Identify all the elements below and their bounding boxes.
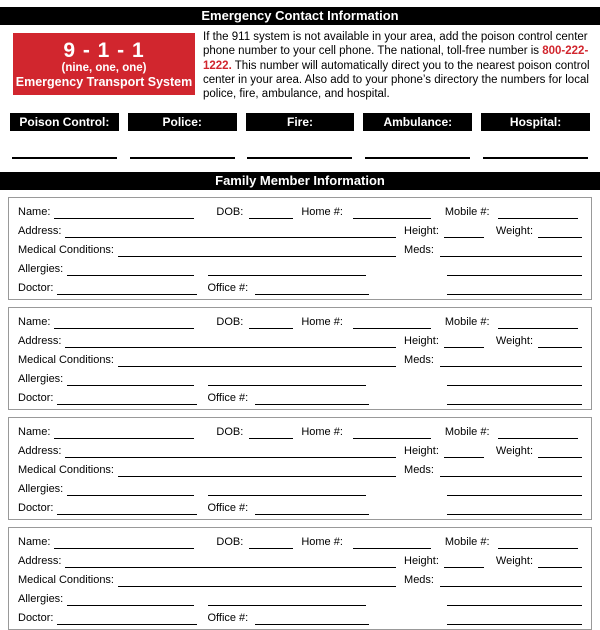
name-label: Name: (18, 426, 51, 439)
dob-blank-line (249, 324, 293, 329)
call-number-words: (nine, one, one) (61, 62, 147, 74)
police-blank-line (130, 157, 235, 159)
member-row-allergies (18, 373, 582, 386)
dob-label: DOB: (216, 206, 244, 219)
contact-label-ambulance: Ambulance: (363, 113, 472, 131)
family-member-card (8, 307, 592, 410)
address-label: Address: (18, 555, 62, 568)
meds-label: Meds: (404, 574, 434, 587)
medical-conditions-label: Medical Conditions: (18, 354, 114, 367)
height-blank-line (444, 563, 484, 568)
office-phone-label: Office #: (207, 611, 249, 624)
address-blank-line (65, 563, 396, 568)
meds-blank-line-3 (447, 290, 582, 295)
contact-labels-row (10, 113, 590, 131)
member-row-address (18, 225, 582, 238)
emergency-call-box (13, 33, 195, 95)
mobile-phone-blank-line (498, 544, 578, 549)
meds-label: Meds: (404, 354, 434, 367)
weight-blank-line (538, 563, 582, 568)
meds-blank-line-2 (447, 491, 582, 496)
mobile-phone-label: Mobile #: (444, 316, 490, 329)
meds-blank-line (440, 472, 582, 477)
member-row-identity (18, 316, 582, 329)
office-phone-blank-line (255, 620, 369, 625)
allergies-blank-line (67, 381, 194, 386)
dob-blank-line (249, 544, 293, 549)
meds-blank-line (440, 582, 582, 587)
meds-blank-line-2 (447, 271, 582, 276)
home-phone-blank-line (353, 434, 431, 439)
member-row-doctor (18, 282, 582, 295)
call-number: 9 - 1 - 1 (63, 39, 145, 62)
member-row-allergies (18, 263, 582, 276)
member-row-identity (18, 536, 582, 549)
member-row-identity (18, 426, 582, 439)
medical-conditions-blank-line (118, 472, 396, 477)
doctor-blank-line (57, 400, 197, 405)
dob-blank-line (249, 434, 293, 439)
weight-blank-line (538, 343, 582, 348)
hospital-blank-line (483, 157, 588, 159)
office-phone-label: Office #: (207, 391, 249, 404)
emergency-info-section (13, 33, 594, 101)
medical-conditions-blank-line (118, 362, 396, 367)
allergies-label: Allergies: (18, 372, 64, 385)
height-blank-line (444, 453, 484, 458)
doctor-label: Doctor: (18, 391, 54, 404)
contact-cell (481, 157, 590, 159)
meds-blank-line (440, 252, 582, 257)
family-member-card (8, 527, 592, 630)
office-phone-label: Office #: (207, 501, 249, 514)
meds-blank-line-2 (447, 601, 582, 606)
contact-cell (128, 157, 237, 159)
medical-conditions-label: Medical Conditions: (18, 244, 114, 257)
dob-label: DOB: (216, 316, 244, 329)
allergies-blank-line (67, 601, 194, 606)
doctor-label: Doctor: (18, 281, 54, 294)
contact-cell (10, 157, 119, 159)
call-caption: Emergency Transport System (15, 75, 193, 89)
member-row-allergies (18, 483, 582, 496)
member-row-address (18, 335, 582, 348)
meds-blank-line-3 (447, 400, 582, 405)
member-row-address (18, 555, 582, 568)
medical-conditions-label: Medical Conditions: (18, 574, 114, 587)
home-phone-label: Home #: (301, 426, 343, 439)
address-blank-line (65, 343, 396, 348)
family-member-card (8, 197, 592, 300)
contact-cell (246, 157, 355, 159)
weight-label: Weight: (495, 555, 533, 568)
allergies-blank-line-2 (208, 381, 366, 386)
member-row-doctor (18, 502, 582, 515)
contact-label-fire: Fire: (246, 113, 355, 131)
member-row-allergies (18, 593, 582, 606)
name-label: Name: (18, 536, 51, 549)
mobile-phone-blank-line (498, 434, 578, 439)
allergies-label: Allergies: (18, 262, 64, 275)
instructions-paragraph (203, 30, 594, 101)
doctor-label: Doctor: (18, 501, 54, 514)
name-label: Name: (18, 206, 51, 219)
meds-blank-line-3 (447, 510, 582, 515)
home-phone-label: Home #: (301, 316, 343, 329)
doctor-blank-line (57, 290, 197, 295)
height-blank-line (444, 233, 484, 238)
weight-blank-line (538, 453, 582, 458)
member-row-address (18, 445, 582, 458)
contact-cell (363, 157, 472, 159)
contact-label-hospital: Hospital: (481, 113, 590, 131)
allergies-blank-line (67, 271, 194, 276)
allergies-blank-line (67, 491, 194, 496)
home-phone-blank-line (353, 324, 431, 329)
address-label: Address: (18, 335, 62, 348)
doctor-label: Doctor: (18, 611, 54, 624)
page-title: Emergency Contact Information (201, 8, 399, 23)
allergies-blank-line-2 (208, 271, 366, 276)
home-phone-blank-line (353, 214, 431, 219)
home-phone-label: Home #: (301, 536, 343, 549)
contact-label-police: Police: (128, 113, 237, 131)
height-label: Height: (404, 555, 439, 568)
allergies-label: Allergies: (18, 592, 64, 605)
instructions-text-before: If the 911 system is not available in your area, add the poison control center phone number to your cell phone. The national, toll-free number is (203, 31, 588, 58)
member-row-identity (18, 206, 582, 219)
mobile-phone-label: Mobile #: (444, 536, 490, 549)
name-blank-line (54, 324, 194, 329)
dob-label: DOB: (216, 426, 244, 439)
name-blank-line (54, 214, 194, 219)
office-phone-label: Office #: (207, 281, 249, 294)
home-phone-label: Home #: (301, 206, 343, 219)
mobile-phone-blank-line (498, 214, 578, 219)
meds-label: Meds: (404, 244, 434, 257)
height-label: Height: (404, 225, 439, 238)
allergies-blank-line-2 (208, 601, 366, 606)
instructions-text-after: This number will automatically direct you to the nearest poison control center in your area. Also add to your phone’s directory the numbers for local police, fire, ambulance, and hospital. (203, 59, 590, 101)
contact-blank-lines-row (10, 157, 590, 159)
member-row-medical (18, 244, 582, 257)
medical-conditions-label: Medical Conditions: (18, 464, 114, 477)
address-blank-line (65, 453, 396, 458)
medical-conditions-blank-line (118, 582, 396, 587)
weight-label: Weight: (495, 445, 533, 458)
allergies-label: Allergies: (18, 482, 64, 495)
meds-blank-line (440, 362, 582, 367)
meds-blank-line-3 (447, 620, 582, 625)
family-member-card (8, 417, 592, 520)
weight-label: Weight: (495, 335, 533, 348)
office-phone-blank-line (255, 290, 369, 295)
address-label: Address: (18, 445, 62, 458)
height-label: Height: (404, 445, 439, 458)
member-row-medical (18, 354, 582, 367)
family-section-bar (0, 172, 600, 190)
height-blank-line (444, 343, 484, 348)
address-blank-line (65, 233, 396, 238)
member-row-medical (18, 574, 582, 587)
member-row-medical (18, 464, 582, 477)
weight-label: Weight: (495, 225, 533, 238)
office-phone-blank-line (255, 510, 369, 515)
doctor-blank-line (57, 510, 197, 515)
mobile-phone-label: Mobile #: (444, 426, 490, 439)
page-title-bar (0, 7, 600, 25)
mobile-phone-label: Mobile #: (444, 206, 490, 219)
family-section-title: Family Member Information (215, 173, 385, 189)
doctor-blank-line (57, 620, 197, 625)
name-blank-line (54, 434, 194, 439)
name-blank-line (54, 544, 194, 549)
dob-blank-line (249, 214, 293, 219)
dob-label: DOB: (216, 536, 244, 549)
contact-label-poison-control: Poison Control: (10, 113, 119, 131)
family-members (8, 197, 592, 630)
meds-blank-line-2 (447, 381, 582, 386)
address-label: Address: (18, 225, 62, 238)
medical-conditions-blank-line (118, 252, 396, 257)
member-row-doctor (18, 392, 582, 405)
mobile-phone-blank-line (498, 324, 578, 329)
office-phone-blank-line (255, 400, 369, 405)
poison-phone-number: 800-222-1222. (203, 45, 589, 72)
allergies-blank-line-2 (208, 491, 366, 496)
weight-blank-line (538, 233, 582, 238)
poison-control-blank-line (12, 157, 117, 159)
ambulance-blank-line (365, 157, 470, 159)
meds-label: Meds: (404, 464, 434, 477)
height-label: Height: (404, 335, 439, 348)
fire-blank-line (247, 157, 352, 159)
name-label: Name: (18, 316, 51, 329)
home-phone-blank-line (353, 544, 431, 549)
